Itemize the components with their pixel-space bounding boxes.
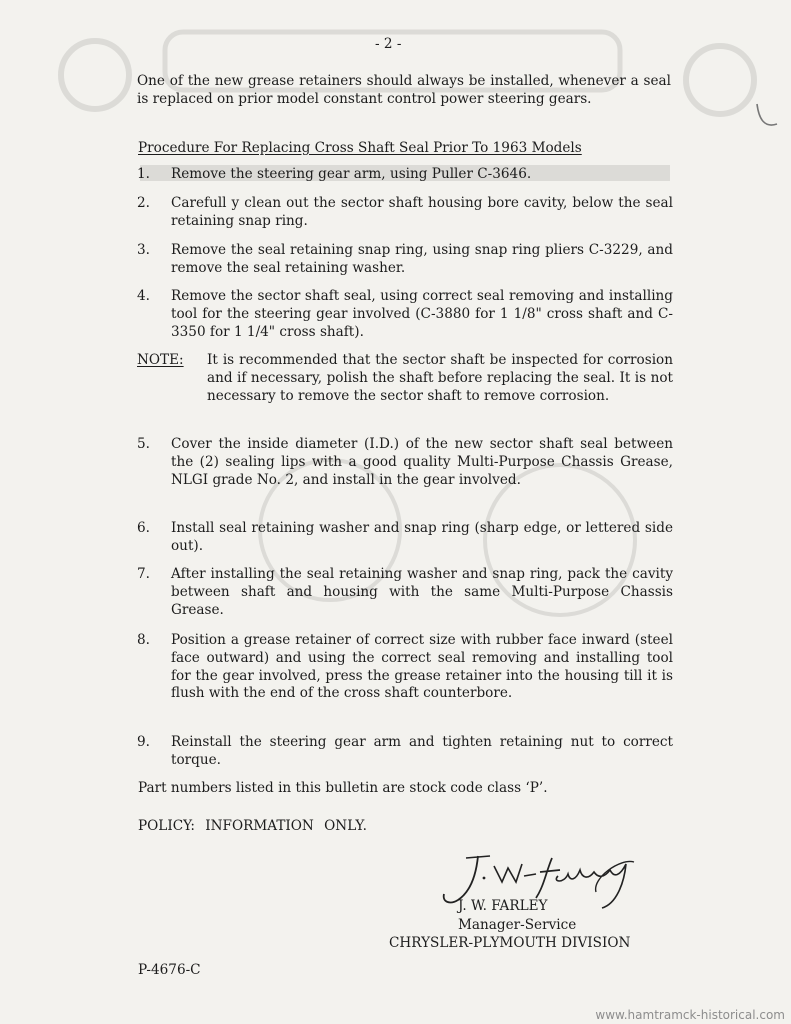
step-number: 7. xyxy=(137,566,150,582)
bulletin-code: P-4676-C xyxy=(138,962,201,978)
step-text: Cover the inside diameter (I.D.) of the new sector shaft seal between the (2) sealing lips with a good quality Multi-Purpose Chassis Grease, NLGI grade No. 2, and install in the gear involved. xyxy=(171,436,673,488)
step-number: 1. xyxy=(137,166,150,182)
note-text: It is recommended that the sector shaft be inspected for corrosion and if necessary, polish the shaft before replacing the seal. It is not necessary to remove the sector shaft to remove corrosion. xyxy=(207,352,673,404)
step-text: Reinstall the steering gear arm and tighten retaining nut to correct torque. xyxy=(171,734,673,768)
step-number: 2. xyxy=(137,195,150,211)
step-number: 8. xyxy=(137,632,150,648)
list-item xyxy=(137,195,673,231)
part-numbers-note: Part numbers listed in this bulletin are stock code class ‘P’. xyxy=(138,780,548,796)
note-label: NOTE: xyxy=(137,352,184,368)
step-number: 3. xyxy=(137,242,150,258)
list-item xyxy=(137,166,673,184)
step-number: 9. xyxy=(137,734,150,750)
list-item xyxy=(137,436,673,489)
step-number: 4. xyxy=(137,288,150,304)
list-item xyxy=(137,520,673,556)
source-url: www.hamtramck-historical.com xyxy=(595,1008,785,1022)
signatory-title: Manager-Service xyxy=(458,917,577,933)
step-text: Remove the steering gear arm, using Puller C-3646. xyxy=(171,166,532,182)
step-text: Remove the sector shaft seal, using correct seal removing and installing tool for the steering gear involved (C-3880 for 1 1/8" cross shaft and C-3350 for 1 1/4" cross shaft). xyxy=(171,288,673,340)
policy-line: POLICY: INFORMATION ONLY. xyxy=(138,818,367,834)
step-text: Position a grease retainer of correct size with rubber face inward (steel face outward) and using the correct seal removing and installing tool for the gear involved, press the grease retainer into the housing till it is flush with the end of the cross shaft counterbore. xyxy=(171,632,673,702)
step-text: After installing the seal retaining washer and snap ring, pack the cavity between shaft and housing with the same Multi-Purpose Chassis Grease. xyxy=(171,566,673,618)
signatory-name: J. W. FARLEY xyxy=(458,898,548,914)
intro-paragraph: One of the new grease retainers should always be installed, whenever a seal is replaced on prior model constant control power steering gears. xyxy=(137,73,671,107)
step-text: Install seal retaining washer and snap ring (sharp edge, or lettered side out). xyxy=(171,520,673,554)
step-text: Remove the seal retaining snap ring, using snap ring pliers C-3229, and remove the seal retaining washer. xyxy=(171,242,673,276)
step-number: 6. xyxy=(137,520,150,536)
list-item xyxy=(137,632,673,703)
procedure-heading: Procedure For Replacing Cross Shaft Seal Prior To 1963 Models xyxy=(138,140,582,156)
list-item xyxy=(137,288,673,341)
step-text: Carefull y clean out the sector shaft housing bore cavity, below the seal retaining snap ring. xyxy=(171,195,673,229)
note-block xyxy=(137,352,673,405)
step-number: 5. xyxy=(137,436,150,452)
list-item xyxy=(137,566,673,619)
signatory-division: CHRYSLER-PLYMOUTH DIVISION xyxy=(389,935,631,951)
page-curl-mark xyxy=(755,102,779,130)
page-number: - 2 - xyxy=(375,36,402,52)
list-item xyxy=(137,242,673,278)
list-item xyxy=(137,734,673,770)
